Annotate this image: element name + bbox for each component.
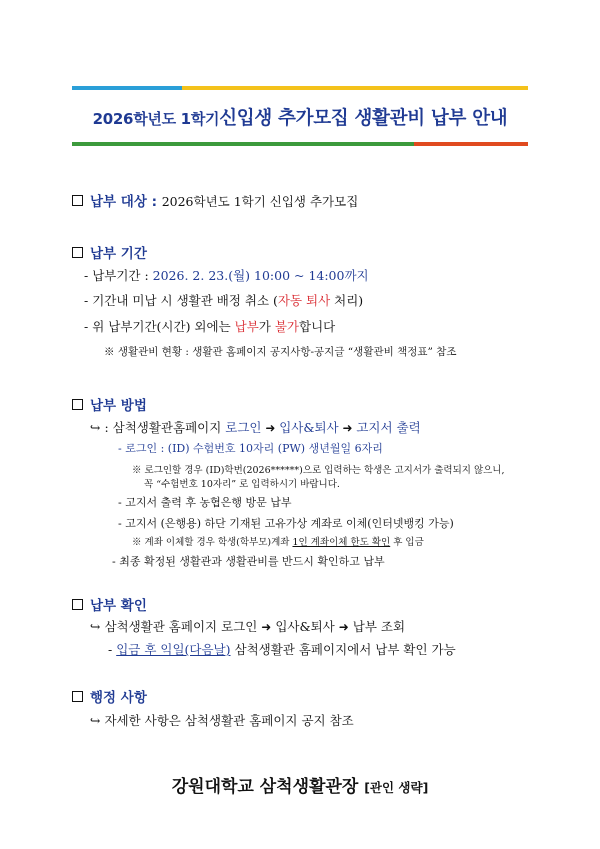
- section-admin: 행정 사항: [72, 686, 147, 706]
- section-period: 납부 기간: [72, 242, 147, 262]
- confirm-line: - 입금 후 익일(다음날) 삼척생활관 홈페이지에서 납부 확인 가능: [108, 642, 456, 657]
- arrow-right-icon: ➜: [261, 620, 272, 634]
- bank-line: - 고지서 출력 후 농협은행 방문 납부: [118, 496, 292, 509]
- confirm-next-day-text: 입금 후 익일(다음날): [116, 642, 231, 657]
- login-note-2: 꼭 “수험번호 10자리” 로 입력하시기 바랍니다.: [144, 479, 340, 490]
- confirm-step: ↪ 삼척생활관 홈페이지 로그인 ➜ 입사&퇴사 ➜ 납부 조회: [90, 619, 406, 634]
- footer-seal: [관인 생략]: [364, 780, 429, 795]
- checkbox-square-icon: [72, 195, 83, 206]
- section-confirm: 납부 확인: [72, 594, 147, 614]
- checkbox-square-icon: [72, 691, 83, 702]
- section-method: 납부 방법: [72, 394, 147, 414]
- admin-line: ↪ 자세한 사항은 삼척생활관 홈페이지 공지 참조: [90, 713, 354, 728]
- checkbox-square-icon: [72, 599, 83, 610]
- checkbox-square-icon: [72, 399, 83, 410]
- transfer-note: ※ 계좌 이체할 경우 학생(학부모)계좌 1인 계좌이체 한도 확인 후 입금: [132, 537, 424, 548]
- footer-org: 강원대학교 삼척생활관장: [171, 777, 359, 797]
- arrow-right-icon: ➜: [338, 620, 349, 634]
- page-title: 2026학년도 1학기신입생 추가모집 생활관비 납부 안내: [92, 108, 508, 129]
- period-line-1: - 납부기간 : 2026. 2. 23.(월) 10:00 ~ 14:00까지: [84, 268, 369, 283]
- final-line: - 최종 확정된 생활관과 생활관비를 반드시 확인하고 납부: [112, 555, 385, 568]
- login-line: - 로그인 : (ID) 수험번호 10자리 (PW) 생년월일 6자리: [118, 442, 383, 455]
- target-value: 2026학년도 1학기 신입생 추가모집: [161, 194, 359, 209]
- period-line-3: - 위 납부기간(시간) 외에는 납부가 불가합니다: [84, 319, 336, 334]
- period-value: 2026. 2. 23.(월) 10:00 ~ 14:00까지: [152, 268, 369, 283]
- section-target: 납부 대상 : 2026학년도 1학기 신입생 추가모집: [72, 190, 358, 210]
- period-note: ※ 생활관비 현황 : 생활관 홈페이지 공지사항-공지글 “생활관비 책정표” 참조: [104, 346, 457, 358]
- title-bottom-bar-green: [72, 142, 414, 146]
- checkbox-square-icon: [72, 247, 83, 258]
- title-top-bar-blue: [72, 86, 182, 90]
- method-step: ↪ : 삼척생활관홈페이지 로그인 ➜ 입사&퇴사 ➜ 고지서 출력: [90, 420, 421, 435]
- footer-signature: [0, 772, 600, 797]
- period-line-2: - 기간내 미납 시 생활관 배정 취소 (자동 퇴사 처리): [84, 293, 364, 308]
- title-bottom-bar-red: [414, 142, 528, 146]
- arrow-right-icon: ➜: [338, 421, 357, 435]
- transfer-line: - 고지서 (은행용) 하단 기재된 고유가상 계좌로 이체(인터넷뱅킹 가능): [118, 517, 454, 530]
- title-top-bar-yellow: [182, 86, 528, 90]
- arrow-right-icon: ➜: [261, 421, 280, 435]
- login-note-1: ※ 로그인할 경우 (ID)학번(2026******)으로 입력하는 학생은 고지서가 출력되지 않으니,: [132, 465, 505, 476]
